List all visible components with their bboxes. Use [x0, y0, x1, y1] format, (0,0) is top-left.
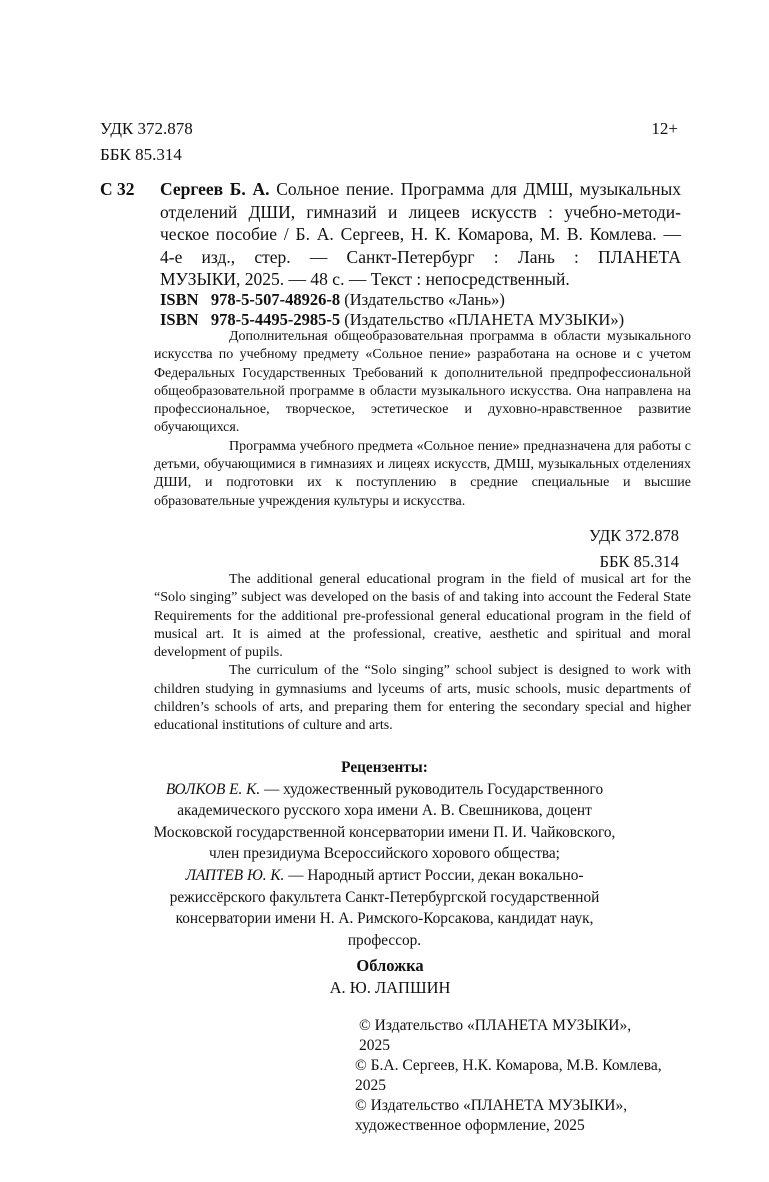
cover-credit [290, 955, 490, 999]
reviewer-line: ЛАПТЕВ Ю. К. — Народный артист России, декан вокально- [185, 866, 584, 884]
catalog-line: МУЗЫКИ, 2025. — 48 с. — Текст : непосредственный. [160, 269, 570, 289]
bbk-code-right: ББК 85.314 [599, 552, 679, 571]
reviewer-line: ВОЛКОВ Е. К. — художественный руководитель Государственного [165, 780, 604, 798]
annotation-ru [154, 328, 691, 511]
annotation-paragraph: Программа учебного предмета «Сольное пение» предназначена для работы с детьми, обучающимися в гимназиях и лицеях искусств, ДМШ, музыкальных отделениях ДШИ, и подготовки их к поступлению в средние специальные и высшие образовательные учреждения культуры и искусства. [154, 438, 691, 509]
copyrights-block [355, 1016, 685, 1136]
udk-code-right: УДК 372.878 [588, 526, 679, 545]
reviewer-name: ВОЛКОВ Е. К. [165, 780, 261, 798]
catalog-author: Сергеев Б. А. [160, 179, 270, 199]
reviewers-block [100, 757, 669, 951]
copyright-line: 2025 [359, 1037, 390, 1054]
reviewer-line: Московской государственной консерватории имени П. И. Чайковского, [153, 823, 616, 841]
reviewer-line: профессор. [347, 931, 422, 949]
catalog-entry [160, 178, 681, 291]
copyright-line: 2025 [355, 1077, 386, 1094]
bbk-code: ББК 85.314 [100, 145, 182, 164]
annotation-paragraph: The curriculum of the “Solo singing” school subject is designed to work with children studying in gymnasiums and lyceums of arts, music schools, music departments of children’s schools of arts, and preparing them for entering the secondary special and higher educational institutions of culture and arts. [154, 663, 691, 734]
copyright-line: художественное оформление, 2025 [355, 1117, 585, 1134]
reviewers-title: Рецензенты: [341, 759, 428, 776]
udk-code: УДК 372.878 [100, 119, 193, 138]
annotation-paragraph: The additional general educational program in the field of musical art for the “Solo singing” subject was developed on the basis of and taking into account the Federal State Requirements for the additional pre-professional general educational program in the field of musical art. It is aimed at the professional, creative, aesthetic and spiritual and moral development of pupils. [154, 572, 691, 661]
isbn-line: ISBN 978-5-507-48926-8 (Издательство «Лань») [160, 290, 505, 309]
reviewer-line: консерватории имени Н. А. Римского-Корсакова, кандидат наук, [175, 910, 594, 928]
isbn-line: ISBN 978-5-4495-2985-5 (Издательство «ПЛАНЕТА МУЗЫКИ») [160, 310, 625, 329]
reviewer-line: академического русского хора имени А. В. Свешникова, доцент [177, 802, 592, 820]
cover-designer: А. Ю. ЛАПШИН [329, 978, 451, 997]
copyright-line: © Б.А. Сергеев, Н.К. Комарова, М.В. Комлева, [355, 1057, 662, 1074]
catalog-line: Сергеев Б. А. Сольное пение. Программа для ДМШ, музыкальных [160, 179, 682, 199]
reviewer-line: режиссёрского факультета Санкт-Петербургской государственной [169, 888, 600, 906]
codes-right [589, 523, 679, 575]
copyright-line: © Издательство «ПЛАНЕТА МУЗЫКИ», [359, 1017, 632, 1034]
isbn-block [160, 290, 700, 330]
copyright-line: © Издательство «ПЛАНЕТА МУЗЫКИ», [355, 1097, 628, 1114]
catalog-line: отделений ДШИ, гимназий и лицеев искусств : учебно-методи- [160, 201, 681, 222]
reviewer-line: член президиума Всероссийского хорового общества; [209, 845, 560, 863]
catalog-code: С 32 [100, 179, 135, 199]
age-rating: 12+ [651, 119, 678, 138]
annotation-en [154, 571, 691, 736]
cover-title: Обложка [356, 956, 424, 975]
reviewer-name: ЛАПТЕВ Ю. К. [185, 866, 285, 884]
annotation-paragraph: Дополнительная общеобразовательная программа в области музыкального искусства по учебному предмету «Сольное пение» разработана на основе и с учетом Федеральных Государственных Требований к дополнительной предпрофессиональной общеобразовательной программе в области музыкального искусства. Она направлена на профессиональное, творческое, эстетическое и духовно-нравственное развитие обучающихся. [154, 329, 691, 436]
catalog-line: 4-е изд., стер. — Санкт-Петербург : Лань : ПЛАНЕТА [160, 246, 681, 267]
catalog-line: ческое пособие / Б. А. Сергеев, Н. К. Комарова, М. В. Комлева. — [160, 224, 681, 244]
